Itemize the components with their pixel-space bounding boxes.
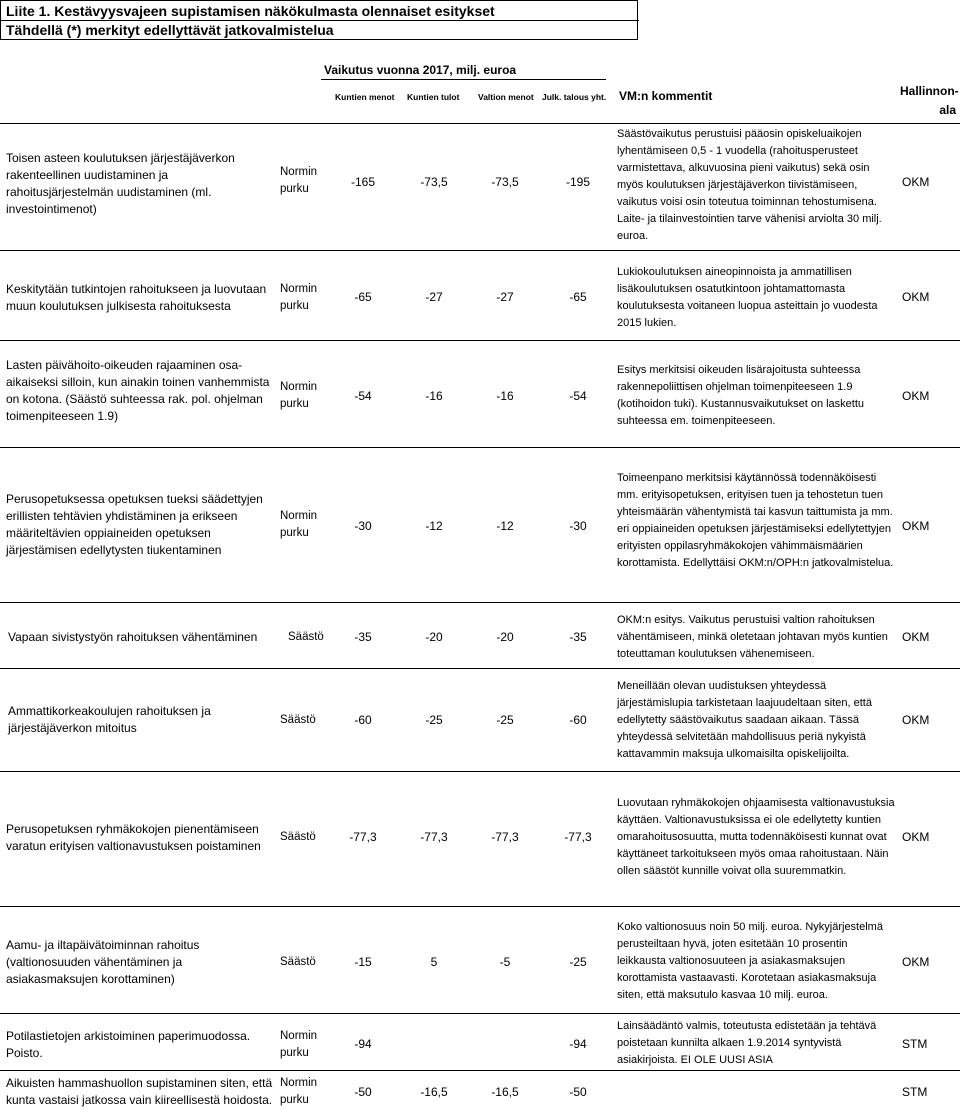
document-title: Liite 1. Kestävyysvajeen supistamisen näkökulmasta olennaiset esitykset xyxy=(6,3,495,19)
value-kuntien-tulot: -12 xyxy=(425,519,443,533)
vm-comment: Koko valtionosuus noin 50 milj. euroa. Nykyjärjestelmä perusteiltaan hyvä, joten esitetään 10 prosentin leikkausta valtionosuuteen ja asiakasmaksujen korottamista vastaavasti. Korotetaan asiakasmaksuja siten, että maksutulo kasvaa 10 milj. euroa. xyxy=(617,921,883,1001)
vm-comment: Toimeenpano merkitsisi käytännössä todennäköisesti mm. erityisopetuksen, erityisen tuen ja tehostetun tuen yhteismäärän vähentymistä tai kasvun taittumista ja mm. eri oppiaineiden opetuksen järjestämiseksi edellytettyjen erityisten oppilasryhmäkokojen vähimmäismäärien korottamista. Edellyttäisi OKM:n/OPH:n jatkovalmistelua. xyxy=(617,472,894,569)
impact-header-underline xyxy=(321,79,606,80)
column-header-valtion-menot: Valtion menot xyxy=(478,92,534,102)
value-julk-talous: -65 xyxy=(569,290,587,304)
value-valtion-menot: -12 xyxy=(496,519,514,533)
column-header-julk-talous: Julk. talous yht. xyxy=(542,92,607,102)
column-header-hallinnonala-line2: ala xyxy=(939,103,956,117)
column-header-kuntien-menot: Kuntien menot xyxy=(335,92,395,102)
vm-comment: OKM:n esitys. Vaikutus perustuisi valtion rahoituksen vähentämiseen, minkä oletetaan johtavan myös kuntien toteuttaman koulutuksen vähenemiseen. xyxy=(617,614,888,660)
value-julk-talous: -60 xyxy=(569,713,587,727)
value-valtion-menot: -27 xyxy=(496,290,514,304)
value-julk-talous: -50 xyxy=(569,1085,587,1099)
vm-comment: Esitys merkitsisi oikeuden lisärajoitusta suhteessa rakennepoliittisen ohjelman toimenpiteeseen 1.9 (kotihoidon tuki). Kustannusvaikutukset on laskettu suhteessa em. toimenpiteeseen. xyxy=(617,364,865,427)
value-kuntien-tulot: -27 xyxy=(425,290,443,304)
measure-text: Perusopetuksessa opetuksen tueksi säädettyjen erillisten tehtävien yhdistäminen ja erikseen määriteltävien oppiaineiden opetuksen järjestämisen edellytysten tiukentaminen xyxy=(6,492,263,557)
measure-text: Aikuisten hammashuollon supistaminen siten, että kunta vastaisi jatkossa vain kiireellisestä hoidosta. xyxy=(6,1076,273,1107)
value-kuntien-tulot: -25 xyxy=(425,713,443,727)
measure-type: Säästö xyxy=(280,714,316,726)
value-kuntien-menot: -54 xyxy=(354,389,372,403)
value-julk-talous: -25 xyxy=(569,955,587,969)
measure-text: Lasten päivähoito-oikeuden rajaaminen osa-aikaiseksi silloin, kun ainakin toinen vanhemmista on kotona. (Säästö suhteessa rak. pol. ohjelman toimenpiteeseen 1.9) xyxy=(6,358,270,423)
admin-branch: OKM xyxy=(902,955,930,969)
value-valtion-menot: -77,3 xyxy=(491,830,519,844)
value-kuntien-menot: -77,3 xyxy=(349,830,377,844)
value-valtion-menot: -5 xyxy=(499,955,511,969)
column-header-kuntien-tulot: Kuntien tulot xyxy=(407,92,460,102)
row-divider xyxy=(0,602,960,603)
measure-text: Vapaan sivistystyön rahoituksen vähentäminen xyxy=(8,630,258,644)
column-header-vm-comments: VM:n kommentit xyxy=(619,89,713,103)
value-valtion-menot: -73,5 xyxy=(491,175,519,189)
value-kuntien-menot: -94 xyxy=(354,1037,372,1051)
measure-type: Normin purku xyxy=(280,166,318,195)
row-divider xyxy=(0,250,960,251)
value-valtion-menot: -20 xyxy=(496,630,514,644)
vm-comment: Luovutaan ryhmäkokojen ohjaamisesta valtionavustuksia käyttäen. Valtionavustuksissa ei ole edellytetty kuntien omarahoitusosuutta, mutta todennäköisesti kunnat ovat käyttäneet tarkoitukseen myös omaa rahoitustaan. Näin ollen säästöt kunnille voivat olla suuremmatkin. xyxy=(617,797,895,877)
document-subtitle: Tähdellä (*) merkityt edellyttävät jatkovalmistelua xyxy=(6,22,334,38)
row-divider xyxy=(0,340,960,341)
value-julk-talous: -35 xyxy=(569,630,587,644)
measure-type: Säästö xyxy=(280,831,316,843)
row-divider xyxy=(0,1013,960,1014)
admin-branch: OKM xyxy=(902,175,930,189)
value-valtion-menot: -16 xyxy=(496,389,514,403)
measure-type: Säästö xyxy=(288,631,324,643)
value-kuntien-menot: -165 xyxy=(350,175,376,189)
value-kuntien-tulot: -16 xyxy=(425,389,443,403)
column-header-hallinnonala-line1: Hallinnon- xyxy=(900,84,959,98)
document-title-box xyxy=(0,0,638,40)
row-divider xyxy=(0,447,960,448)
impact-header: Vaikutus vuonna 2017, milj. euroa xyxy=(324,63,517,77)
admin-branch: OKM xyxy=(902,389,930,403)
value-kuntien-tulot: -77,3 xyxy=(420,830,448,844)
value-valtion-menot: -25 xyxy=(496,713,514,727)
value-kuntien-tulot: -73,5 xyxy=(420,175,448,189)
row-divider xyxy=(0,1070,960,1071)
value-kuntien-menot: -65 xyxy=(354,290,372,304)
value-julk-talous: -77,3 xyxy=(564,830,592,844)
admin-branch: STM xyxy=(902,1037,928,1051)
row-divider xyxy=(0,906,960,907)
measure-type: Normin purku xyxy=(280,1077,318,1106)
value-julk-talous: -30 xyxy=(569,519,587,533)
value-kuntien-tulot: -20 xyxy=(425,630,443,644)
value-julk-talous: -94 xyxy=(569,1037,587,1051)
measure-type: Normin purku xyxy=(280,1030,318,1059)
value-kuntien-menot: -30 xyxy=(354,519,372,533)
value-kuntien-menot: -60 xyxy=(354,713,372,727)
admin-branch: OKM xyxy=(902,830,930,844)
measure-type: Säästö xyxy=(280,956,316,968)
value-kuntien-menot: -35 xyxy=(354,630,372,644)
vm-comment: Säästövaikutus perustuisi pääosin opiskeluaikojen lyhentämiseen 0,5 - 1 vuodella (rahoitusperusteet varmistettava, alkuvuosina pieni vaikutus) sekä osin myös koulutuksen järjestäjäverkon tiivistämiseen, vaikutus voisi osin toteutua toiminnan tehostumisena. Laite- ja tilainvestointien tarve vähenisi arviolta 30 milj. euroa. xyxy=(617,128,882,242)
measure-text: Ammattikorkeakoulujen rahoituksen ja järjestäjäverkon mitoitus xyxy=(8,704,211,735)
admin-branch: STM xyxy=(902,1085,928,1099)
vm-comment: Lukiokoulutuksen aineopinnoista ja ammatillisen lisäkoulutuksen osatutkintoon johtamattomasta koulutuksesta voitaneen luopua asteittain jo vuodesta 2015 lukien. xyxy=(617,266,878,329)
value-julk-talous: -54 xyxy=(569,389,587,403)
admin-branch: OKM xyxy=(902,519,930,533)
value-valtion-menot: -16,5 xyxy=(491,1085,519,1099)
value-kuntien-menot: -50 xyxy=(354,1085,372,1099)
admin-branch: OKM xyxy=(902,290,930,304)
measure-text: Potilastietojen arkistoiminen paperimuodossa. Poisto. xyxy=(6,1029,251,1060)
measure-type: Normin purku xyxy=(280,510,318,539)
row-divider xyxy=(0,668,960,669)
column-header-hallinnonala xyxy=(900,82,959,120)
value-kuntien-menot: -15 xyxy=(354,955,372,969)
measure-type: Normin purku xyxy=(280,381,318,410)
admin-branch: OKM xyxy=(902,713,930,727)
row-divider xyxy=(0,771,960,772)
title-divider xyxy=(1,20,639,21)
vm-comment: Meneillään olevan uudistuksen yhteydessä järjestämislupia tarkistetaan laajuudeltaan siten, että edellytetty säästövaikutus saadaan aikaan. Tässä yhteydessä selvitetään mahdollisuus periä nykyistä kattavammin maksuja ulkomaisilta opiskelijoilta. xyxy=(617,680,872,760)
measure-text: Keskitytään tutkintojen rahoitukseen ja luovutaan muun koulutuksen julkisesta rahoituksesta xyxy=(6,282,267,313)
measure-text: Toisen asteen koulutuksen järjestäjäverkon rakenteellinen uudistaminen ja rahoitusjärjestelmän uudistaminen (ml. investointimenot) xyxy=(6,151,235,216)
value-kuntien-tulot: 5 xyxy=(430,955,438,969)
vm-comment: Lainsäädäntö valmis, toteutusta edistetään ja tehtävä poistetaan kunnilta alkaen 1.9.2014 syntyvistä asiakirjoista. EI OLE UUSI ASIA xyxy=(617,1020,877,1066)
measure-text: Aamu- ja iltapäivätoiminnan rahoitus (valtionosuuden vähentäminen ja asiakasmaksujen korottaminen) xyxy=(6,938,200,986)
value-julk-talous: -195 xyxy=(565,175,591,189)
measure-type: Normin purku xyxy=(280,283,318,312)
row-divider xyxy=(0,123,960,124)
admin-branch: OKM xyxy=(902,630,930,644)
measure-text: Perusopetuksen ryhmäkokojen pienentämiseen varatun erityisen valtionavustuksen poistaminen xyxy=(6,822,261,853)
value-kuntien-tulot: -16,5 xyxy=(420,1085,448,1099)
